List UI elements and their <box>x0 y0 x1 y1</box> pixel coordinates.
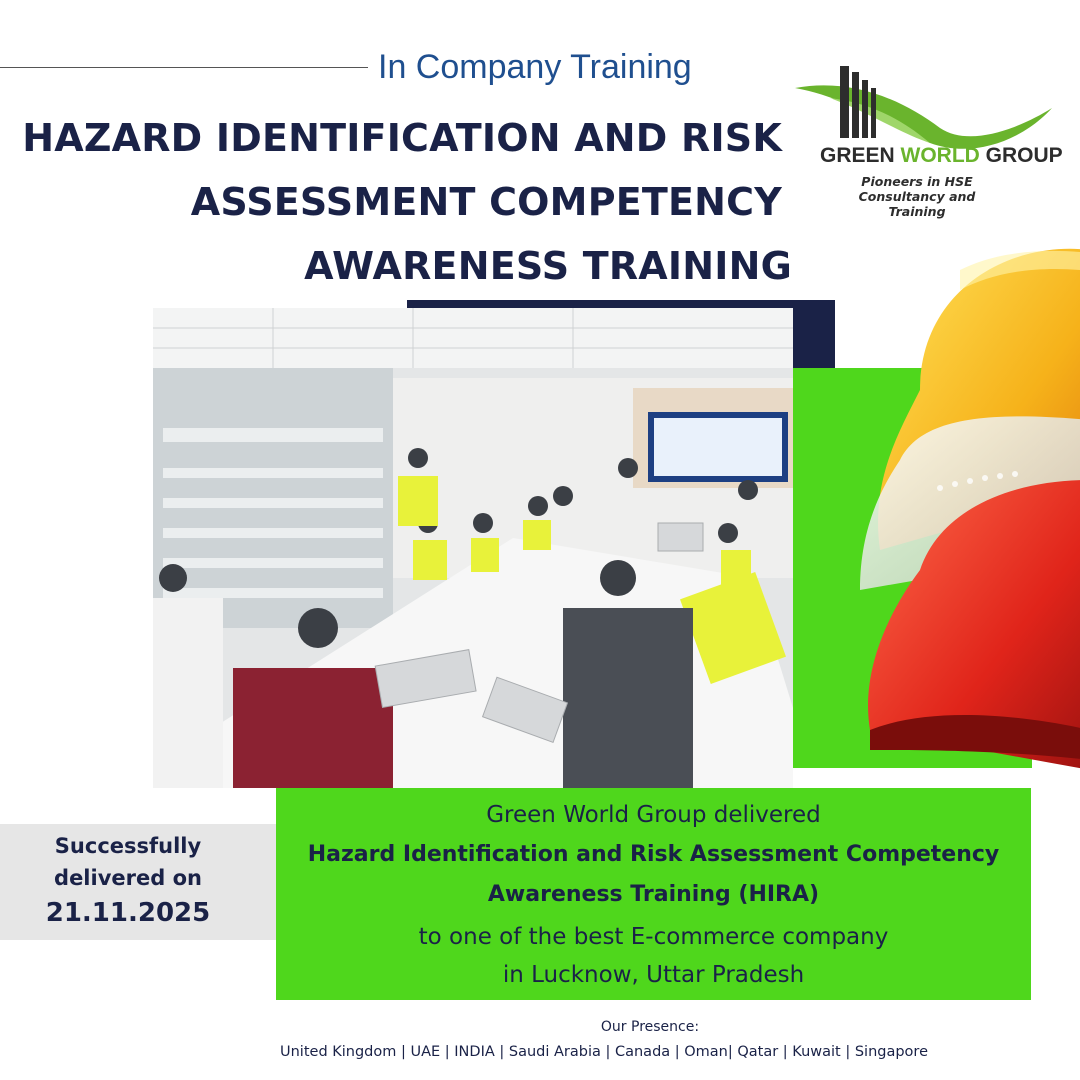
subheading: In Company Training <box>378 48 692 86</box>
logo-name: GREEN WORLD GROUP <box>820 144 1063 167</box>
safety-helmet-icon <box>860 230 1080 790</box>
delivery-label-2: delivered on <box>54 866 202 890</box>
delivery-date-box <box>0 824 276 940</box>
presence-label: Our Presence: <box>600 1019 700 1035</box>
training-session-photo <box>153 308 793 788</box>
title-line-2: ASSESSMENT COMPETENCY <box>190 180 782 224</box>
title-line-3: AWARENESS TRAINING <box>304 244 792 288</box>
delivery-date: 21.11.2025 <box>45 898 211 928</box>
summary-line-1: Green World Group delivered <box>486 802 821 828</box>
delivery-label-1: Successfully <box>54 834 202 858</box>
title-line-1: HAZARD IDENTIFICATION AND RISK <box>22 116 782 160</box>
summary-line-3: Awareness Training (HIRA) <box>487 882 820 907</box>
summary-panel <box>276 788 1031 1000</box>
summary-line-2: Hazard Identification and Risk Assessment Competency <box>307 842 1000 867</box>
summary-line-5: in Lucknow, Uttar Pradesh <box>502 962 805 988</box>
summary-line-4: to one of the best E-commerce company <box>418 924 889 950</box>
header-divider-line <box>0 67 368 68</box>
presence-country-list: United Kingdom | UAE | INDIA | Saudi Arabia | Canada | Oman| Qatar | Kuwait | Singapore <box>280 1044 928 1060</box>
logo-tagline: Pioneers in HSE Consultancy and Training <box>858 174 976 219</box>
